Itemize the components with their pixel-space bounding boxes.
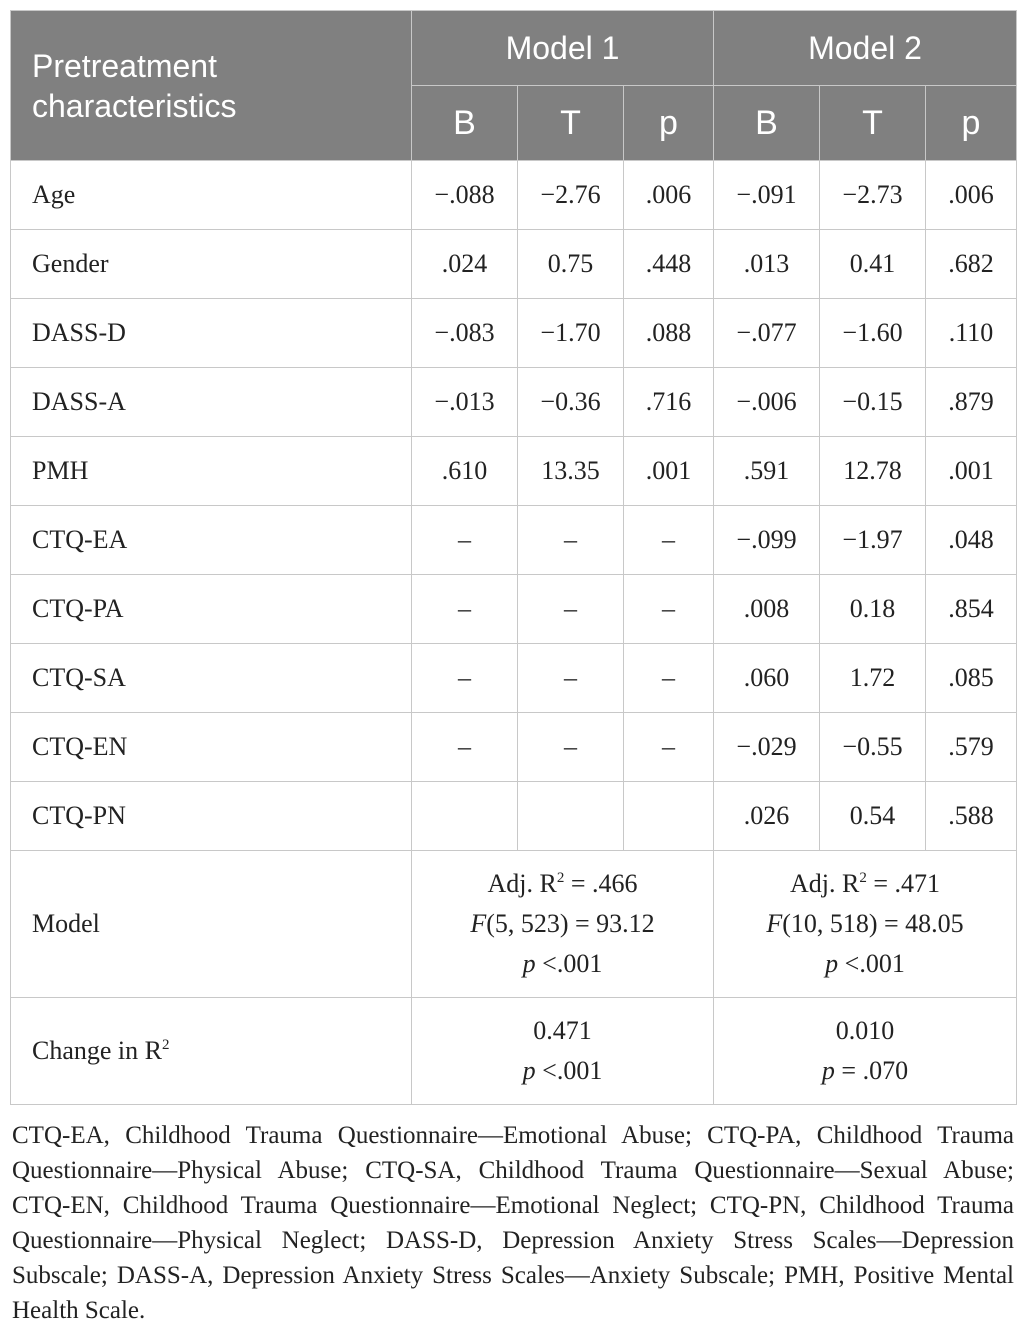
table-cell: 0.41 (820, 230, 926, 299)
p-letter: p (821, 1056, 835, 1085)
row-label: CTQ-SA (11, 644, 412, 713)
f-value: (10, 518) = 48.05 (782, 909, 964, 938)
table-cell: −2.76 (518, 161, 624, 230)
row-label: Gender (11, 230, 412, 299)
row-label: CTQ-EA (11, 506, 412, 575)
table-cell: −0.55 (820, 713, 926, 782)
adj-r-value: = .466 (564, 869, 638, 898)
adj-r2-line (714, 864, 1016, 904)
table-cell: – (624, 644, 714, 713)
p-line (412, 1051, 713, 1091)
header-m2-t: T (820, 86, 926, 161)
table-cell: 12.78 (820, 437, 926, 506)
model-1-stats (412, 851, 714, 998)
table-cell: – (412, 713, 518, 782)
table-cell: .579 (926, 713, 1017, 782)
model-2-change (714, 998, 1017, 1105)
regression-table (10, 10, 1017, 1105)
table-row (11, 437, 1017, 506)
header-m1-p: p (624, 86, 714, 161)
change-in-r2-row (11, 998, 1017, 1105)
table-cell: .110 (926, 299, 1017, 368)
table-cell: – (518, 575, 624, 644)
p-value: = .070 (834, 1056, 909, 1085)
change-label: Change in R (32, 1036, 162, 1065)
table-cell: −.013 (412, 368, 518, 437)
regression-table-container (10, 10, 1016, 1328)
model-2-stats (714, 851, 1017, 998)
table-row (11, 575, 1017, 644)
row-label: CTQ-PA (11, 575, 412, 644)
table-cell: .048 (926, 506, 1017, 575)
table-cell: – (624, 575, 714, 644)
table-cell: .001 (624, 437, 714, 506)
table-header (11, 11, 1017, 161)
table-cell: −.083 (412, 299, 518, 368)
table-cell: .588 (926, 782, 1017, 851)
table-cell: .854 (926, 575, 1017, 644)
header-model-1: Model 1 (412, 11, 714, 86)
table-row (11, 506, 1017, 575)
table-cell: −2.73 (820, 161, 926, 230)
table-cell: – (412, 575, 518, 644)
change-value: 0.471 (533, 1016, 592, 1045)
p-value: <.001 (535, 949, 603, 978)
p-letter: p (522, 1056, 536, 1085)
table-cell (624, 782, 714, 851)
table-cell: – (412, 506, 518, 575)
table-body (11, 161, 1017, 1105)
table-cell: – (624, 506, 714, 575)
table-cell: 0.75 (518, 230, 624, 299)
row-label: Age (11, 161, 412, 230)
model-1-change (412, 998, 714, 1105)
table-row (11, 161, 1017, 230)
row-label: PMH (11, 437, 412, 506)
adj-r-label: Adj. R (789, 869, 860, 898)
table-cell: −1.97 (820, 506, 926, 575)
table-cell: .013 (714, 230, 820, 299)
table-row (11, 368, 1017, 437)
p-line (714, 944, 1016, 984)
table-cell: −.099 (714, 506, 820, 575)
change-value: 0.010 (835, 1016, 895, 1045)
row-label: DASS-D (11, 299, 412, 368)
table-row (11, 782, 1017, 851)
adj-r-value: = .471 (866, 869, 940, 898)
table-cell: .610 (412, 437, 518, 506)
table-cell: −.006 (714, 368, 820, 437)
f-value: (5, 523) = 93.12 (486, 909, 655, 938)
row-label (11, 998, 412, 1105)
header-m1-b: B (412, 86, 518, 161)
table-cell: 1.72 (820, 644, 926, 713)
table-cell: −.077 (714, 299, 820, 368)
table-cell: 0.54 (820, 782, 926, 851)
f-letter: F (470, 909, 487, 938)
table-footnote: CTQ-EA, Childhood Trauma Questionnaire—Emotional Abuse; CTQ-PA, Childhood Trauma Questionnaire—Physical Abuse; CTQ-SA, Childhood Trauma Questionnaire—Sexual Abuse; CTQ-EN, Childhood Trauma Questionnaire—Emotional Neglect; CTQ-PN, Childhood Trauma Questionnaire—Physical Neglect; DASS-D, Depression Anxiety Stress Scales—Depression Subscale; DASS-A, Depression Anxiety Stress Scales—Anxiety Subscale; PMH, Positive Mental Health Scale. (12, 1122, 1014, 1324)
table-row (11, 230, 1017, 299)
header-m2-p: p (926, 86, 1017, 161)
adj-r2-line (412, 864, 713, 904)
row-label: DASS-A (11, 368, 412, 437)
header-m2-b: B (714, 86, 820, 161)
table-cell: 13.35 (518, 437, 624, 506)
p-letter: p (522, 949, 536, 978)
f-stat-line (714, 904, 1016, 944)
table-cell: .001 (926, 437, 1017, 506)
table-cell: −.091 (714, 161, 820, 230)
model-row (11, 851, 1017, 998)
table-cell: .716 (624, 368, 714, 437)
table-cell: .448 (624, 230, 714, 299)
superscript: 2 (859, 870, 867, 886)
row-label: CTQ-EN (11, 713, 412, 782)
table-cell: −0.36 (518, 368, 624, 437)
f-stat-line (412, 904, 713, 944)
p-value: <.001 (838, 949, 905, 978)
f-letter: F (766, 909, 783, 938)
table-cell: – (412, 644, 518, 713)
p-letter: p (825, 949, 839, 978)
table-row (11, 713, 1017, 782)
table-cell: .008 (714, 575, 820, 644)
table-cell: −.088 (412, 161, 518, 230)
header-m1-t: T (518, 86, 624, 161)
header-pretreatment-characteristics: Pretreatment characteristics (11, 11, 412, 161)
table-cell: – (624, 713, 714, 782)
table-cell: .088 (624, 299, 714, 368)
table-cell: .024 (412, 230, 518, 299)
row-label: Model (11, 851, 412, 998)
superscript: 2 (162, 1037, 170, 1053)
header-model-2: Model 2 (714, 11, 1017, 86)
table-cell: – (518, 506, 624, 575)
table-cell: .006 (926, 161, 1017, 230)
table-cell: −.029 (714, 713, 820, 782)
superscript: 2 (556, 870, 565, 886)
row-label: CTQ-PN (11, 782, 412, 851)
table-cell: .879 (926, 368, 1017, 437)
table-cell: .682 (926, 230, 1017, 299)
table-cell: – (518, 713, 624, 782)
table-cell: .026 (714, 782, 820, 851)
table-cell: 0.18 (820, 575, 926, 644)
table-cell: .060 (714, 644, 820, 713)
table-cell: .006 (624, 161, 714, 230)
table-cell: .591 (714, 437, 820, 506)
table-cell: – (518, 644, 624, 713)
table-cell (412, 782, 518, 851)
table-cell: −1.70 (518, 299, 624, 368)
table-row (11, 299, 1017, 368)
p-line (412, 944, 713, 984)
adj-r-label: Adj. R (487, 869, 557, 898)
table-cell: −1.60 (820, 299, 926, 368)
p-value: <.001 (535, 1056, 603, 1085)
p-line (714, 1051, 1016, 1091)
table-row (11, 644, 1017, 713)
table-cell (518, 782, 624, 851)
table-cell: −0.15 (820, 368, 926, 437)
table-cell: .085 (926, 644, 1017, 713)
